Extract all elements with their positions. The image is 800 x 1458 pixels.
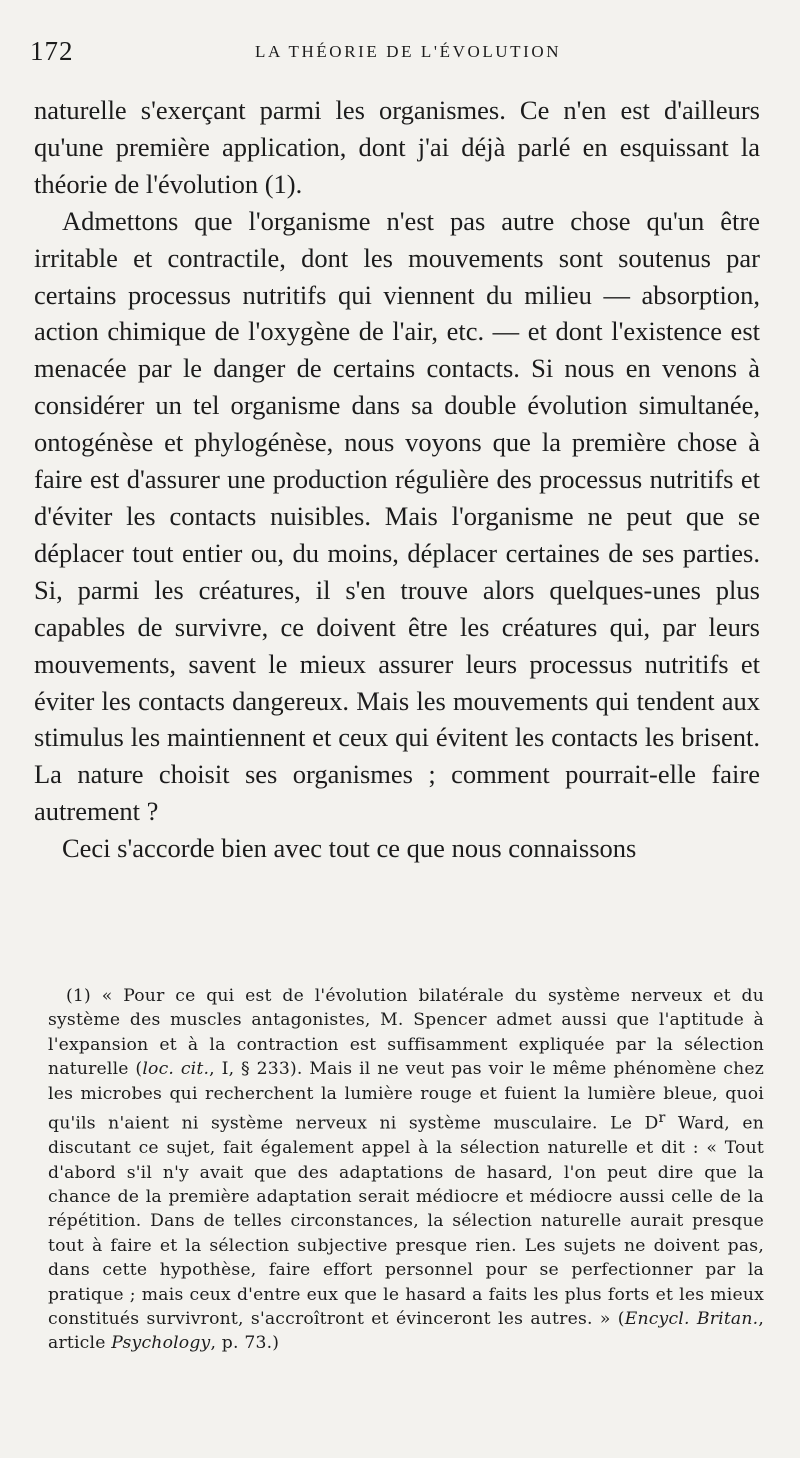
footnote-paragraph: [48, 984, 764, 1356]
footnote-ref-loc-cit: loc. cit.: [142, 1059, 210, 1080]
main-text: [34, 92, 760, 867]
page-header: [30, 36, 770, 72]
footnote-ref-article: Psychology: [111, 1333, 211, 1354]
footnote-text-3: Ward, en discutant ce sujet, fait également appel à la sélection naturelle et dit : « Tout d'abord s'il n'y avait que des adaptations de hasard, l'on peut dire que la chance de la première adaptation serait médiocre et médiocre aussi celle de la répétition. Dans de telles circonstances, la sélection naturelle aurait presque tout à faire et la sélection subjective presque rien. Les sujets ne doivent pas, dans cette hypothèse, faire effort personnel pour se perfectionner par la pratique ; mais ceux d'entre eux que le hasard a faits les plus forts et les mieux constitués survivront, s'accroîtront et évinceront les autres. » (: [48, 1113, 764, 1330]
footnote-dr-superscript: r: [658, 1110, 666, 1127]
footnote-number: (1): [66, 986, 91, 1006]
running-head: LA THÉORIE DE L'ÉVOLUTION: [255, 42, 562, 61]
paragraph-2: Admettons que l'organisme n'est pas autre chose qu'un être irritable et contractile, dont les mouvements sont soutenus par certains processus nutritifs qui viennent du milieu — absorption, action chimique de l'oxygène de l'air, etc. — et dont l'existence est menacée par le danger de certains contacts. Si nous en venons à considérer un tel organisme dans sa double évolution simultanée, ontogénèse et phylogénèse, nous voyons que la première chose à faire est d'assurer une production régulière des processus nutritifs et d'éviter les contacts nuisibles. Mais l'organisme ne peut que se déplacer tout entier ou, du moins, déplacer certaines de ses parties. Si, parmi les créatures, il s'en trouve alors quelques-unes plus capables de survivre, ce doivent être les créatures qui, par leurs mouvements, savent le mieux assurer leurs processus nutritifs et éviter les contacts dangereux. Mais les mouvements qui tendent aux stimulus les maintiennent et ceux qui évitent les contacts les brisent. La nature choisit ses organismes ; comment pourrait-elle faire autrement ?: [34, 205, 760, 827]
footnote-text-5: , p. 73.): [210, 1333, 280, 1354]
footnote: [48, 984, 764, 1356]
paragraph-3: Ceci s'accorde bien avec tout ce que nous connaissons: [62, 833, 637, 864]
footnote-text-1: « Pour ce qui est de l'évolution bilatérale du système nerveux et du système des muscles antagonistes, M. Spencer admet aussi que l'aptitude à l'expansion et à la contraction est suffisamment expliquée par la sélection naturelle (: [48, 986, 764, 1080]
footnote-ref-encyclopedia: Encycl. Britan.: [624, 1309, 759, 1330]
paragraph-1: naturelle s'exerçant parmi les organismes. Ce n'en est d'ailleurs qu'une première application, dont j'ai déjà parlé en esquissant la théorie de l'évolution (1).: [34, 95, 760, 199]
footnote-text-4: , article: [48, 1309, 764, 1354]
page-number: 172: [30, 36, 74, 66]
footnote-text-2: , I, § 233). Mais il ne veut pas voir le même phénomène chez les microbes qui recherchent la lumière rouge et fuient la lumière bleue, quoi qu'ils n'aient ni système nerveux ni système musculaire. Le D: [48, 1059, 764, 1134]
